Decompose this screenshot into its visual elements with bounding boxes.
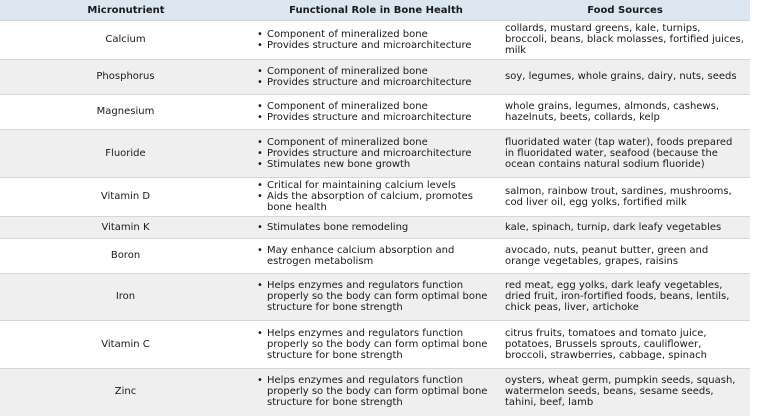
food-sources-cell: citrus fruits, tomatoes and tomato juice, potatoes, Brussels sprouts, cauliflower, broccoli, strawberries, cabbage, spinach — [500, 321, 750, 369]
micronutrient-name: Calcium — [0, 21, 252, 60]
functional-role-cell — [252, 60, 500, 95]
micronutrient-name: Vitamin D — [0, 178, 252, 217]
functional-role-cell — [252, 369, 500, 416]
role-item: • Aids the absorption of calcium, promotes bone health — [257, 191, 494, 213]
role-list — [257, 180, 494, 213]
role-list — [257, 66, 494, 88]
micronutrient-name: Boron — [0, 239, 252, 274]
header-micronutrient: Micronutrient — [0, 0, 252, 21]
role-item: • Stimulates bone remodeling — [257, 222, 494, 233]
header-functional-role: Functional Role in Bone Health — [252, 0, 500, 21]
food-sources-cell: collards, mustard greens, kale, turnips, broccoli, beans, black molasses, fortified juices, milk — [500, 21, 750, 60]
role-item: • Provides structure and microarchitecture — [257, 148, 494, 159]
functional-role-cell — [252, 321, 500, 369]
table-row — [0, 321, 750, 369]
role-item: • Stimulates new bone growth — [257, 159, 494, 170]
role-item: • Helps enzymes and regulators function properly so the body can form optimal bone structure for bone strength — [257, 280, 494, 313]
micronutrient-name: Vitamin K — [0, 217, 252, 239]
micronutrient-name: Zinc — [0, 369, 252, 416]
role-list — [257, 29, 494, 51]
food-sources-cell: red meat, egg yolks, dark leafy vegetables, dried fruit, iron-fortified foods, beans, lentils, chick peas, liver, artichoke — [500, 274, 750, 321]
role-list — [257, 375, 494, 408]
functional-role-cell — [252, 130, 500, 178]
functional-role-cell — [252, 95, 500, 130]
role-list — [257, 245, 494, 267]
role-list — [257, 280, 494, 313]
functional-role-cell — [252, 178, 500, 217]
food-sources-cell: oysters, wheat germ, pumpkin seeds, squash, watermelon seeds, beans, sesame seeds, tahini, beef, lamb — [500, 369, 750, 416]
table-row — [0, 274, 750, 321]
table-row — [0, 130, 750, 178]
functional-role-cell — [252, 217, 500, 239]
micronutrient-name: Phosphorus — [0, 60, 252, 95]
role-item: • Component of mineralized bone — [257, 66, 494, 77]
micronutrient-name: Fluoride — [0, 130, 252, 178]
role-list — [257, 222, 494, 233]
table-row — [0, 239, 750, 274]
role-item: • Provides structure and microarchitecture — [257, 77, 494, 88]
role-item: • Component of mineralized bone — [257, 101, 494, 112]
header-food-sources: Food Sources — [500, 0, 750, 21]
micronutrient-name: Iron — [0, 274, 252, 321]
functional-role-cell — [252, 21, 500, 60]
food-sources-cell: whole grains, legumes, almonds, cashews, hazelnuts, beets, collards, kelp — [500, 95, 750, 130]
role-list — [257, 137, 494, 170]
food-sources-cell: soy, legumes, whole grains, dairy, nuts, seeds — [500, 60, 750, 95]
role-item: • Component of mineralized bone — [257, 29, 494, 40]
table-row — [0, 21, 750, 60]
functional-role-cell — [252, 239, 500, 274]
food-sources-cell: fluoridated water (tap water), foods prepared in fluoridated water, seafood (because the ocean contains natural sodium fluoride) — [500, 130, 750, 178]
role-item: • Component of mineralized bone — [257, 137, 494, 148]
table-row — [0, 60, 750, 95]
functional-role-cell — [252, 274, 500, 321]
table-row — [0, 178, 750, 217]
role-item: • May enhance calcium absorption and estrogen metabolism — [257, 245, 494, 267]
table-row — [0, 95, 750, 130]
role-list — [257, 328, 494, 361]
role-item: • Critical for maintaining calcium levels — [257, 180, 494, 191]
role-item: • Helps enzymes and regulators function properly so the body can form optimal bone structure for bone strength — [257, 328, 494, 361]
role-item: • Provides structure and microarchitecture — [257, 40, 494, 51]
table-row — [0, 369, 750, 416]
role-list — [257, 101, 494, 123]
micronutrient-name: Vitamin C — [0, 321, 252, 369]
table-row — [0, 217, 750, 239]
role-item: • Provides structure and microarchitecture — [257, 112, 494, 123]
micronutrient-name: Magnesium — [0, 95, 252, 130]
food-sources-cell: salmon, rainbow trout, sardines, mushrooms, cod liver oil, egg yolks, fortified milk — [500, 178, 750, 217]
table-header-row — [0, 0, 750, 21]
food-sources-cell: avocado, nuts, peanut butter, green and orange vegetables, grapes, raisins — [500, 239, 750, 274]
table-body — [0, 21, 750, 416]
food-sources-cell: kale, spinach, turnip, dark leafy vegetables — [500, 217, 750, 239]
role-item: • Helps enzymes and regulators function properly so the body can form optimal bone structure for bone strength — [257, 375, 494, 408]
